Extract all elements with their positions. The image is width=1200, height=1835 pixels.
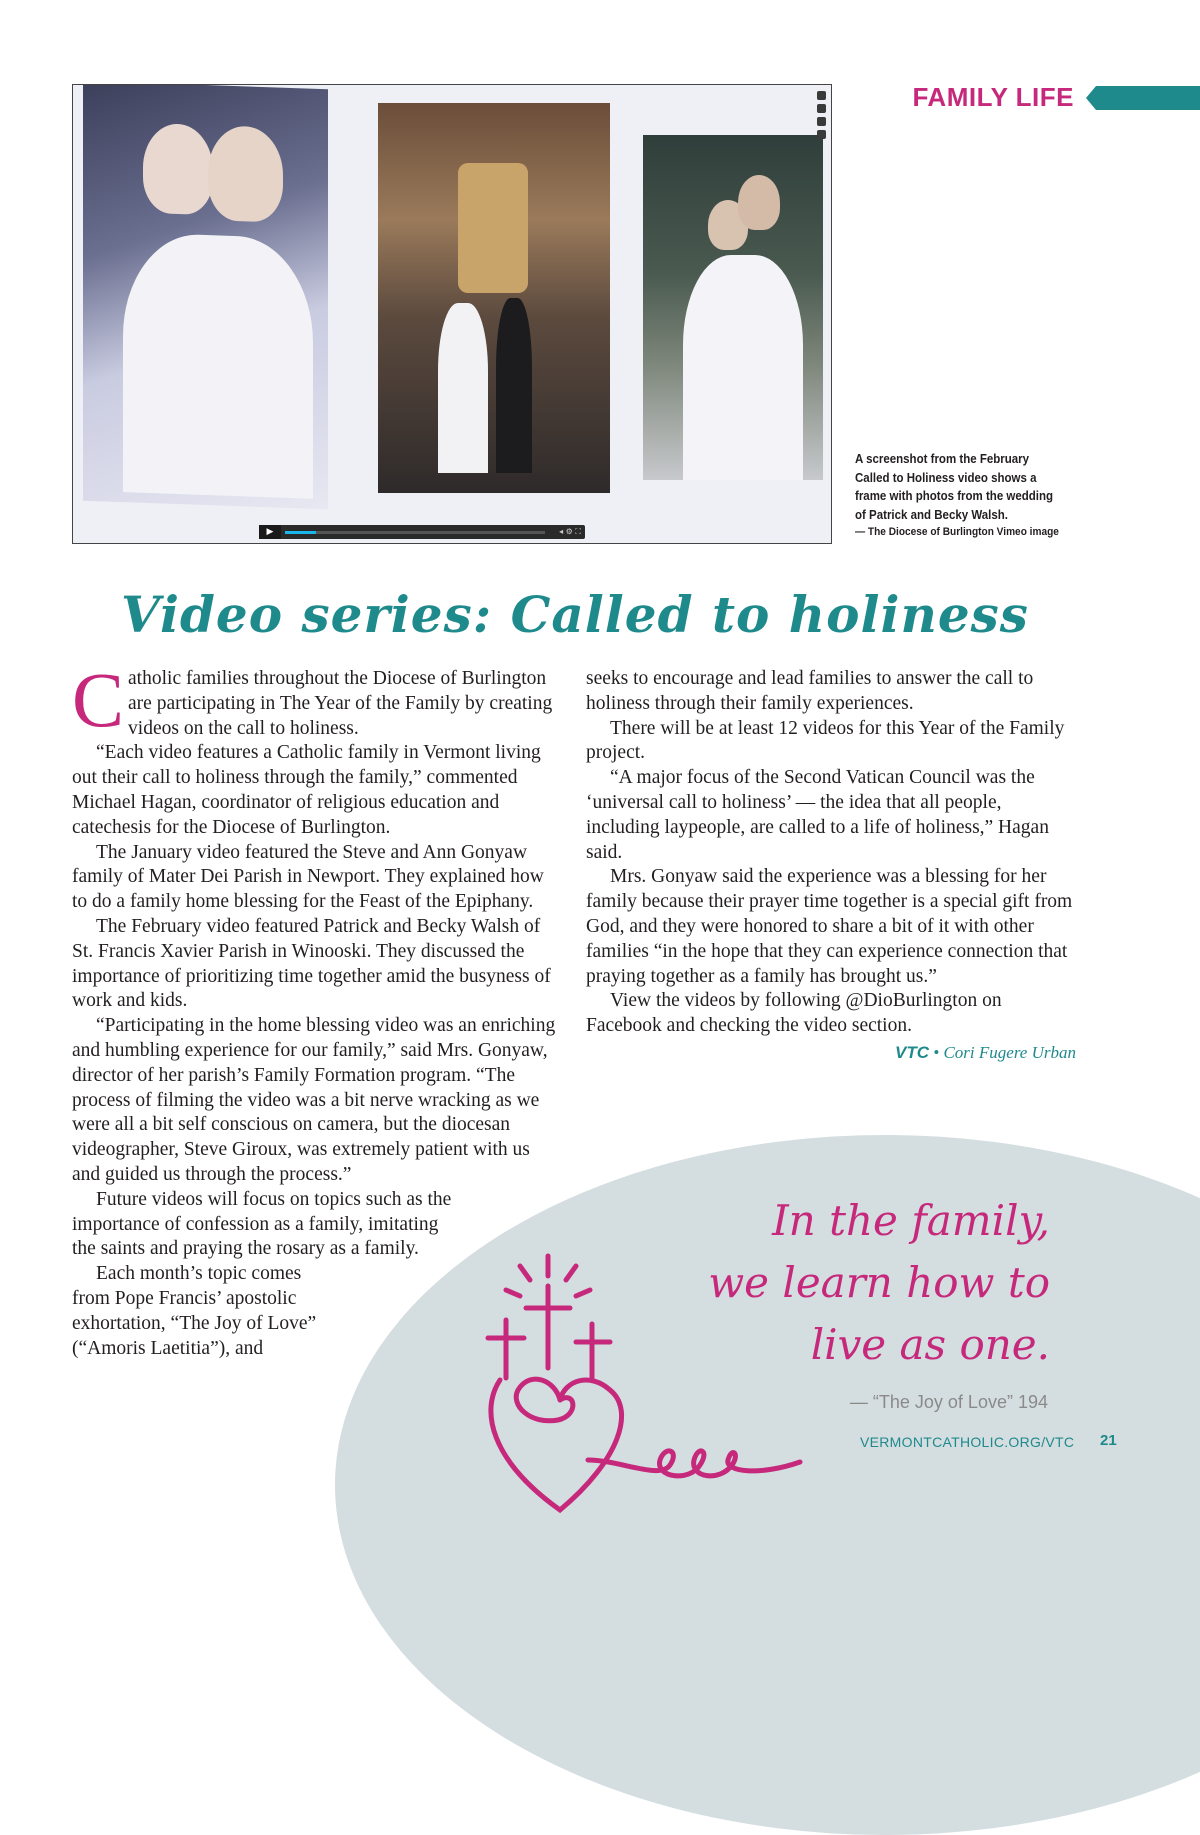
wedding-photo-toast: [83, 84, 328, 509]
pull-quote-line: we learn how to: [708, 1258, 1050, 1307]
article-paragraph: The February video featured Patrick and Becky Walsh of St. Francis Xavier Parish in Winooski. They discussed the importance of prioritizing time together amid the busyness of work and kids.: [72, 915, 551, 1012]
progress-fill: [285, 531, 316, 534]
byline-separator: •: [929, 1042, 944, 1062]
article-paragraph: Future videos will focus on topics such as the importance of confession as a family, imitating the saints and praying the rosary as a family.: [72, 1188, 452, 1260]
video-screenshot: [72, 84, 832, 544]
video-frame: [73, 85, 831, 543]
player-settings-icons[interactable]: ◂ ⚙ ⛶: [559, 527, 581, 536]
byline-org: VTC: [895, 1042, 930, 1062]
collections-icon[interactable]: [817, 117, 826, 126]
caption-line: A screenshot from the February: [855, 452, 1030, 466]
article-paragraph: Mrs. Gonyaw said the experience was a blessing for her family because their prayer time together is a special gift from God, and they were honored to share a bit of it with other families “in the hope that they can experience connection that praying together as a family has brought us.”: [586, 866, 1073, 987]
caption-credit: — The Diocese of Burlington Vimeo image: [855, 526, 1059, 538]
article-paragraph: View the videos by following @DioBurlington on Facebook and checking the video section.: [586, 990, 1002, 1037]
pull-quote-line: In the family,: [772, 1196, 1050, 1245]
footer-url[interactable]: VERMONTCATHOLIC.ORG/VTC: [860, 1434, 1075, 1450]
article-byline: [586, 1041, 1076, 1066]
like-icon[interactable]: [817, 91, 826, 100]
photo-caption: [855, 450, 1067, 540]
play-icon[interactable]: ▶: [259, 525, 281, 539]
wedding-photo-altar: [378, 103, 610, 493]
article-paragraph: “Participating in the home blessing video was an enriching and humbling experience for our family,” said Mrs. Gonyaw, director of her parish’s Family Formation program. “The process of filming the video was a bit nerve wracking as we were all a bit self conscious on camera, but the diocesan videographer, Steve Giroux, was extremely patient with us and guided us through the process.”: [72, 1015, 556, 1185]
wedding-photo-embrace: [643, 135, 823, 480]
video-player-bar: [259, 525, 585, 539]
caption-line: frame with photos from the wedding: [855, 489, 1054, 503]
article-headline: Video series: Called to holiness: [121, 585, 1029, 644]
article-paragraph: “Each video features a Catholic family in Vermont living out their call to holiness through the family,” commented Michael Hagan, coordinator of religious education and catechesis for the Diocese of Burlington.: [72, 742, 541, 838]
article-paragraph: seeks to encourage and lead families to answer the call to holiness through their family experiences.: [586, 668, 1034, 714]
crosses-heart-icon: [470, 1250, 810, 1540]
video-side-controls: [817, 91, 827, 143]
share-icon[interactable]: [817, 130, 826, 139]
section-label: FAMILY LIFE: [912, 82, 1074, 112]
caption-line: Called to Holiness video shows a: [855, 470, 1037, 485]
caption-line: of Patrick and Becky Walsh.: [855, 507, 1008, 522]
section-tab-bar: [1086, 86, 1200, 110]
article-paragraph: There will be at least 12 videos for this Year of the Family project.: [586, 717, 1065, 764]
drop-cap: C: [72, 656, 125, 743]
article-column-right: [586, 667, 1076, 1066]
page-number: 21: [1100, 1432, 1117, 1449]
article-paragraph: Catholic families throughout the Diocese of Burlington are participating in The Year of the Family by creating videos on the call to holiness.: [72, 656, 553, 743]
progress-track[interactable]: [285, 531, 545, 534]
watch-later-icon[interactable]: [817, 104, 826, 113]
article-paragraph: “A major focus of the Second Vatican Council was the ‘universal call to holiness’ — the idea that all people, including laypeople, are called to a life of holiness,” Hagan said.: [586, 767, 1049, 863]
article-paragraph: Each month’s topic comes from Pope Francis’ apostolic exhortation, “The Joy of Love” (“Amoris Laetitia”), and: [72, 1263, 317, 1359]
pull-quote-citation: — “The Joy of Love” 194: [849, 1392, 1048, 1412]
article-paragraph: The January video featured the Steve and Ann Gonyaw family of Mater Dei Parish in Newport. They explained how to do a family home blessing for the Feast of the Epiphany.: [72, 841, 544, 913]
byline-author: Cori Fugere Urban: [943, 1042, 1076, 1062]
pull-quote-line: live as one.: [810, 1320, 1050, 1369]
